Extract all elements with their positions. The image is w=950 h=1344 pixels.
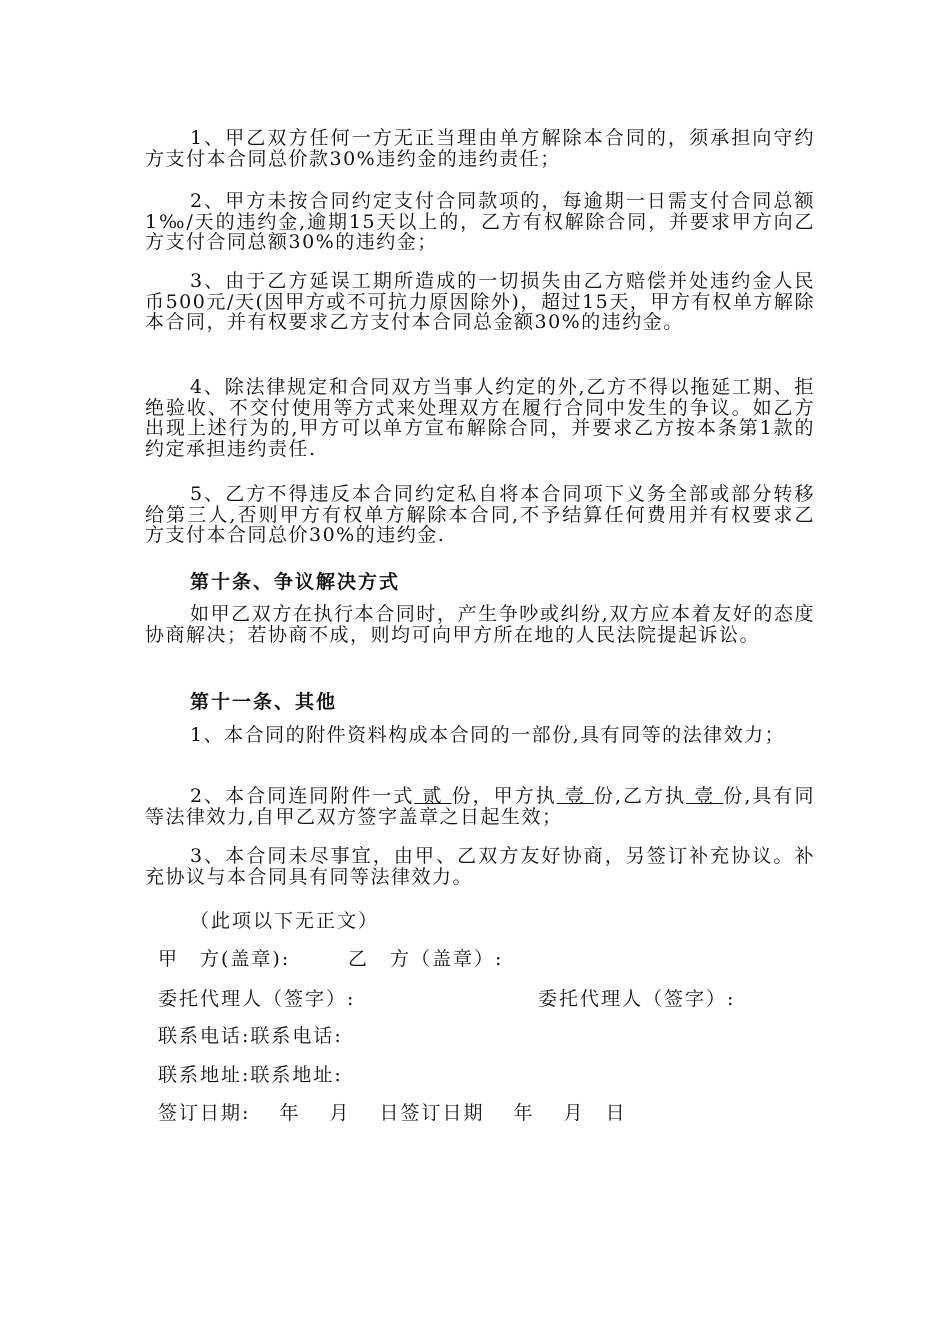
penalty-clause-4: 4、除法律规定和合同双方当事人约定的外,乙方不得以拖延工期、拒绝验收、不交付使用等方式来处理双方在履行合同中发生的争议。如乙方出现上述行为的,甲方可以单方宣布解除合同，并要求乙方按本条第1款的约定承担违约责任. (145, 376, 815, 460)
article-11-item-3: 3、本合同未尽事宜，由甲、乙双方友好协商，另签订补充协议。补充协议与本合同具有同等法律效力。 (145, 845, 815, 888)
copies-count: 贰 (414, 785, 452, 807)
penalty-clause-2: 2、甲方未按合同约定支付合同款项的，每逾期一日需支付合同总额1‰/天的违约金,逾期15天以上的，乙方有权解除合同，并要求甲方向乙方支付合同总额30%的违约金； (145, 190, 815, 253)
party-a-agent-label: 委托代理人（签字）: (158, 988, 356, 1010)
penalty-clause-1: 1、甲乙双方任何一方无正当理由单方解除本合同的，须承担向守约方支付本合同总价款30%违约金的违约责任； (145, 127, 815, 170)
party-b-seal-label: 乙 方（盖章）: (348, 948, 504, 970)
party-a-copies: 壹 (556, 785, 594, 807)
party-b-copies: 壹 (686, 785, 724, 807)
article-10-heading: 第十条、争议解决方式 (190, 571, 401, 593)
end-note: （此项以下无正文） (190, 910, 380, 932)
article-11-item-2: 2、本合同连同附件一式 贰 份，甲方执 壹 份,乙方执 壹 份,具有同等法律效力,自甲乙双方签字盖章之日起生效； (145, 785, 815, 828)
article-11-item-1: 1、本合同的附件资料构成本合同的一部份,具有同等的法律效力； (190, 724, 786, 746)
penalty-clause-3: 3、由于乙方延误工期所造成的一切损失由乙方赔偿并处违约金人民币500元/天(因甲方或不可抗力原因除外)，超过15天，甲方有权单方解除本合同，并有权要求乙方支付本合同总金额30%的违约金。 (145, 270, 815, 333)
address-labels: 联系地址:联系地址: (158, 1064, 343, 1086)
signing-date-labels: 签订日期: 年 月 日签订日期 年 月 日 (158, 1102, 627, 1124)
phone-labels: 联系电话:联系电话: (158, 1025, 343, 1047)
party-b-agent-label: 委托代理人（签字）: (538, 988, 736, 1010)
article-10-body: 如甲乙双方在执行本合同时，产生争吵或纠纷,双方应本着友好的态度协商解决；若协商不成，则均可向甲方所在地的人民法院提起诉讼。 (145, 603, 815, 646)
party-a-seal-label: 甲 方(盖章): (158, 948, 291, 970)
article-11-heading: 第十一条、其他 (190, 691, 338, 713)
penalty-clause-5: 5、乙方不得违反本合同约定私自将本合同项下义务全部或部分转移给第三人,否则甲方有权单方解除本合同,不予结算任何费用并有权要求乙方支付本合同总价30%的违约金. (145, 483, 815, 546)
